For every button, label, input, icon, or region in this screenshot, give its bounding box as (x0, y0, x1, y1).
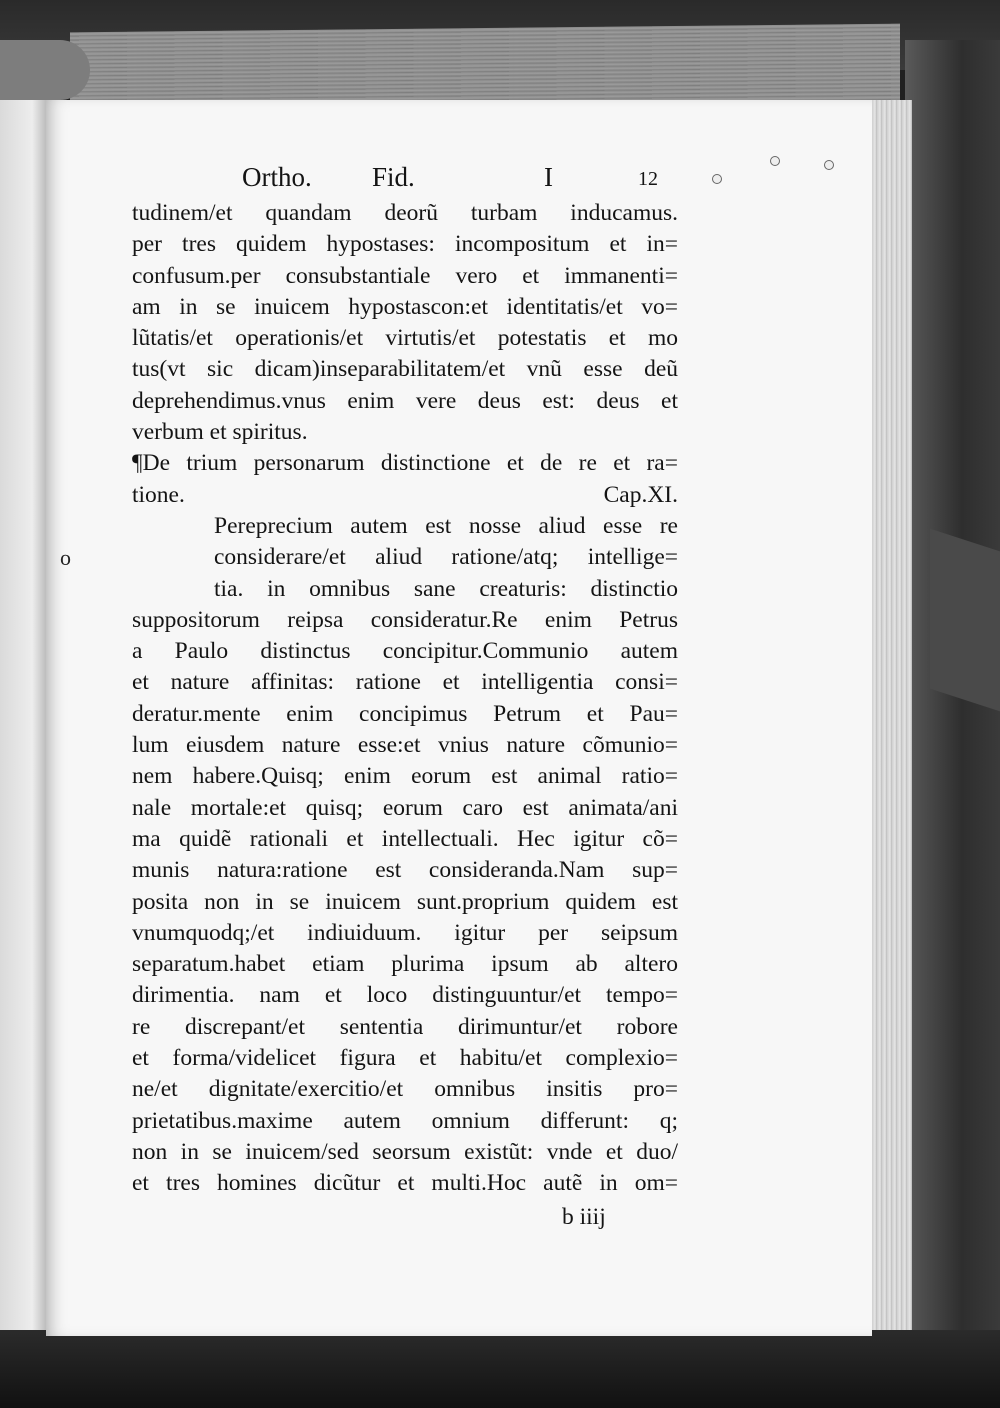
book-page (46, 100, 872, 1336)
text-line: separatum.habet etiam plurima ipsum ab altero (132, 951, 678, 978)
text-line: re discrepant/et sententia dirimuntur/et robore (132, 1013, 678, 1040)
text-line: deprehendimus.vnus enim vere deus est: deus et (132, 387, 678, 414)
running-head-title: Ortho. (242, 162, 312, 192)
chapter-heading-row (132, 480, 678, 511)
text-line: et nature affinitas: ratione et intelligentia consi= (132, 669, 678, 696)
clasp (0, 40, 90, 100)
pin-hole (712, 174, 722, 184)
book-cover-right (905, 40, 1000, 1408)
text-line: munis natura:ratione est consideranda.Nam sup= (132, 857, 678, 884)
pin-hole (824, 160, 834, 170)
text-line: vnumquodq;/et indiuiduum. igitur per seipsum (132, 919, 678, 946)
running-head-subtitle: Fid. (372, 162, 415, 192)
text-line: confusum.per consubstantiale vero et immanenti= (132, 262, 678, 289)
text-line: et tres homines dicũtur et multi.Hoc autẽ in om= (132, 1170, 678, 1197)
text-line: posita non in se inuicem sunt.proprium quidem est (132, 888, 678, 915)
text-line: lũtatis/et operationis/et virtutis/et potestatis et mo (132, 325, 678, 352)
text-line: dirimentia. nam et loco distinguuntur/et tempo= (132, 982, 678, 1009)
chapter-heading-line: tione. (132, 481, 185, 508)
text-line: prietatibus.maxime autem omnium differunt: q; (132, 1107, 678, 1134)
text-line: ma quidẽ rationali et intellectuali. Hec igitur cõ= (132, 825, 678, 852)
running-head (132, 162, 678, 198)
pin-hole (770, 156, 780, 166)
facing-page-edge (0, 100, 46, 1408)
book-strap (930, 529, 1000, 712)
initial-guide-letter: o (60, 544, 71, 570)
running-head-book: I (544, 162, 553, 192)
text-line: tia. in omnibus sane creaturis: distinctio (214, 575, 678, 602)
page-text (60, 162, 678, 1234)
bottom-shadow (0, 1330, 1000, 1408)
text-line: suppositorum reipsa consideratur.Re enim Petrus (132, 606, 678, 633)
text-line: verbum et spiritus. (132, 419, 308, 446)
folio-number: 12 (638, 168, 658, 190)
text-line: a Paulo distinctus concipitur.Communio autem (132, 638, 678, 665)
text-line: considerare/et aliud ratione/atq; intellige= (214, 544, 678, 571)
chapter-number: Cap.XI. (603, 481, 678, 508)
text-line: et forma/videlicet figura et habitu/et complexio= (132, 1045, 678, 1072)
text-line: deratur.mente enim concipimus Petrum et Pau= (132, 700, 678, 727)
signature-mark: b iiij (562, 1203, 606, 1230)
text-line: am in se inuicem hypostascon:et identitatis/et vo= (132, 293, 678, 320)
chapter-heading (132, 448, 678, 511)
text-line: nale mortale:et quisq; eorum caro est animata/ani (132, 794, 678, 821)
text-line: tudinem/et quandam deorũ turbam inducamus. (132, 200, 678, 226)
text-line: Pereprecium autem est nosse aliud esse re (214, 512, 678, 539)
text-line: tus(vt sic dicam)inseparabilitatem/et vnũ esse deũ (132, 356, 678, 383)
chapter-heading-line: ¶De trium personarum distinctione et de re et ra= (132, 450, 678, 477)
text-line: non in se inuicem/sed seorsum existũt: vnde et duo/ (132, 1138, 678, 1165)
text-line: per tres quidem hypostases: incompositum et in= (132, 231, 678, 258)
chapter-text (60, 511, 678, 1200)
text-line: nem habere.Quisq; enim eorum est animal ratio= (132, 763, 678, 790)
text-block-continued (132, 198, 678, 448)
text-line: ne/et dignitate/exercitio/et omnibus insitis pro= (132, 1076, 678, 1103)
text-line: lum eiusdem nature esse:et vnius nature cõmunio= (132, 732, 678, 759)
